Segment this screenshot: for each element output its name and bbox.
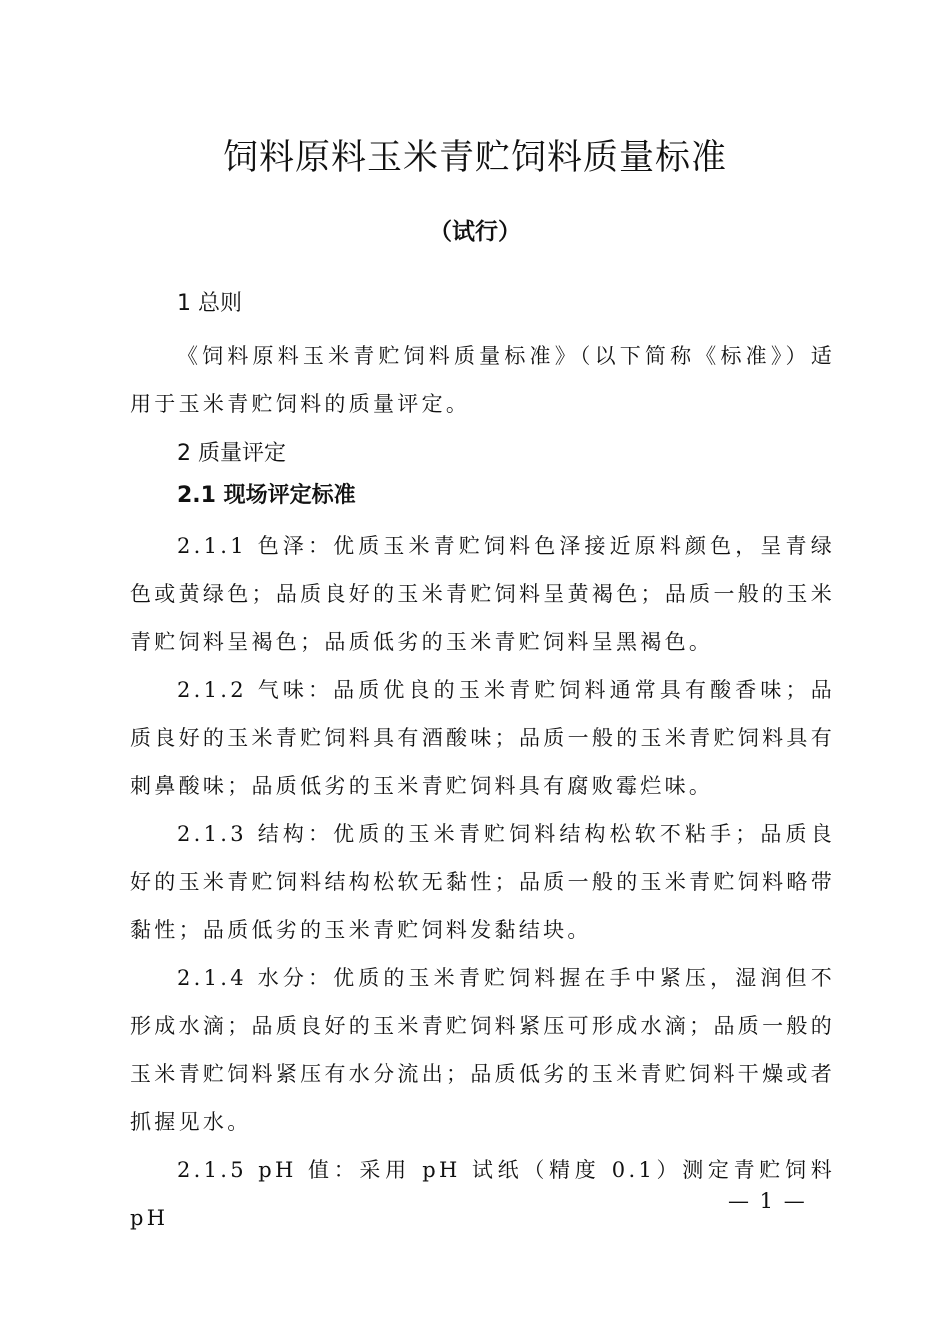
paragraph-color: 2.1.1 色泽：优质玉米青贮饲料色泽接近原料颜色，呈青绿色或黄绿色；品质良好的玉米青贮饲料呈黄褐色；品质一般的玉米青贮饲料呈褐色；品质低劣的玉米青贮饲料呈黑褐色。 <box>130 534 835 654</box>
paragraph-odor: 2.1.2 气味：品质优良的玉米青贮饲料通常具有酸香味；品质良好的玉米青贮饲料具有酒酸味；品质一般的玉米青贮饲料具有刺鼻酸味；品质低劣的玉米青贮饲料具有腐败霉烂味。 <box>130 678 835 798</box>
document-title: 饲料原料玉米青贮饲料质量标准 <box>222 138 727 178</box>
paragraph-structure: 2.1.3 结构：优质的玉米青贮饲料结构松软不粘手；品质良好的玉米青贮饲料结构松软无黏性；品质一般的玉米青贮饲料略带黏性；品质低劣的玉米青贮饲料发黏结块。 <box>130 822 835 942</box>
paragraph-scope: 《饲料原料玉米青贮饲料质量标准》（以下简称《标准》）适用于玉米青贮饲料的质量评定。 <box>130 344 835 416</box>
section-heading-quality-evaluation: 2 质量评定 <box>177 441 286 466</box>
document-subtitle: （试行） <box>429 219 521 245</box>
document-body <box>130 286 835 1242</box>
section-heading-general: 1 总则 <box>177 291 242 316</box>
paragraph-moisture: 2.1.4 水分：优质的玉米青贮饲料握在手中紧压，湿润但不形成水滴；品质良好的玉米青贮饲料紧压可形成水滴；品质一般的玉米青贮饲料紧压有水分流出；品质低劣的玉米青贮饲料干燥或者抓握见水。 <box>130 966 835 1134</box>
page-number: — 1 — <box>728 1189 807 1213</box>
paragraph-ph: 2.1.5 pH 值：采用 pH 试纸（精度 0.1）测定青贮饲料 pH <box>130 1158 835 1230</box>
section-heading-field-evaluation: 2.1 现场评定标准 <box>177 483 356 508</box>
